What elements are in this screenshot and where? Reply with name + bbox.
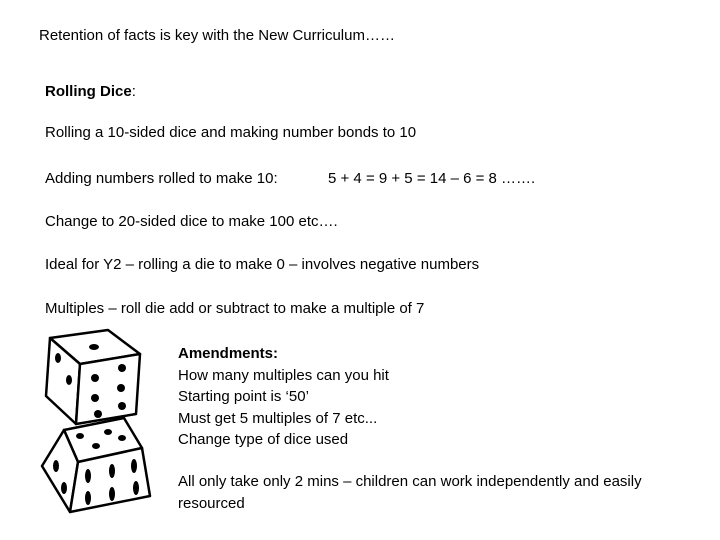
die-pip [118, 435, 126, 441]
amendments-block [178, 343, 389, 451]
section-title: Rolling Dice [45, 83, 132, 100]
die-pip [92, 443, 100, 449]
die-pip [85, 491, 91, 505]
die-pip [109, 464, 115, 478]
die-pip [133, 481, 139, 495]
adding-numbers-label: Adding numbers rolled to make 10: [45, 170, 278, 187]
amendments-heading: Amendments: [178, 345, 279, 362]
footer-note: All only take only 2 mins – children can work independently and easily resourced [178, 473, 642, 512]
twenty-sided-dice-line: Change to 20-sided dice to make 100 etc…. [45, 213, 338, 230]
die-pip [91, 374, 99, 382]
die-pip [85, 469, 91, 483]
dice-illustration [36, 326, 172, 518]
die-pip [53, 460, 59, 472]
die-pip [118, 402, 126, 410]
ideal-y2-line: Ideal for Y2 – rolling a die to make 0 – involves negative numbers [45, 256, 480, 273]
die-pip [94, 410, 102, 418]
adding-numbers-equation: 5 + 4 = 9 + 5 = 14 – 6 = 8 ……. [328, 170, 536, 187]
section-colon: : [131, 83, 136, 100]
die-pip [89, 344, 99, 350]
amendment-item: Must get 5 multiples of 7 etc... [178, 409, 378, 427]
die-pip [104, 429, 112, 435]
die-pip [117, 384, 125, 392]
amendment-item: Starting point is ‘50’ [178, 388, 309, 406]
number-bonds-line: Rolling a 10-sided dice and making number bonds to 10 [45, 124, 417, 141]
die-pip [109, 487, 115, 501]
die-pip [61, 482, 67, 494]
amendment-item: How many multiples can you hit [178, 366, 389, 384]
die-pip [118, 364, 126, 372]
amendment-item: Change type of dice used [178, 431, 349, 449]
die-pip [76, 433, 84, 439]
die-pip [91, 394, 99, 402]
die-pip [55, 353, 61, 363]
die-pip [131, 459, 137, 473]
slide-title: Retention of facts is key with the New Curriculum…… [39, 27, 395, 44]
section-heading [45, 83, 136, 101]
multiples-line: Multiples – roll die add or subtract to make a multiple of 7 [45, 300, 425, 317]
die-pip [66, 375, 72, 385]
